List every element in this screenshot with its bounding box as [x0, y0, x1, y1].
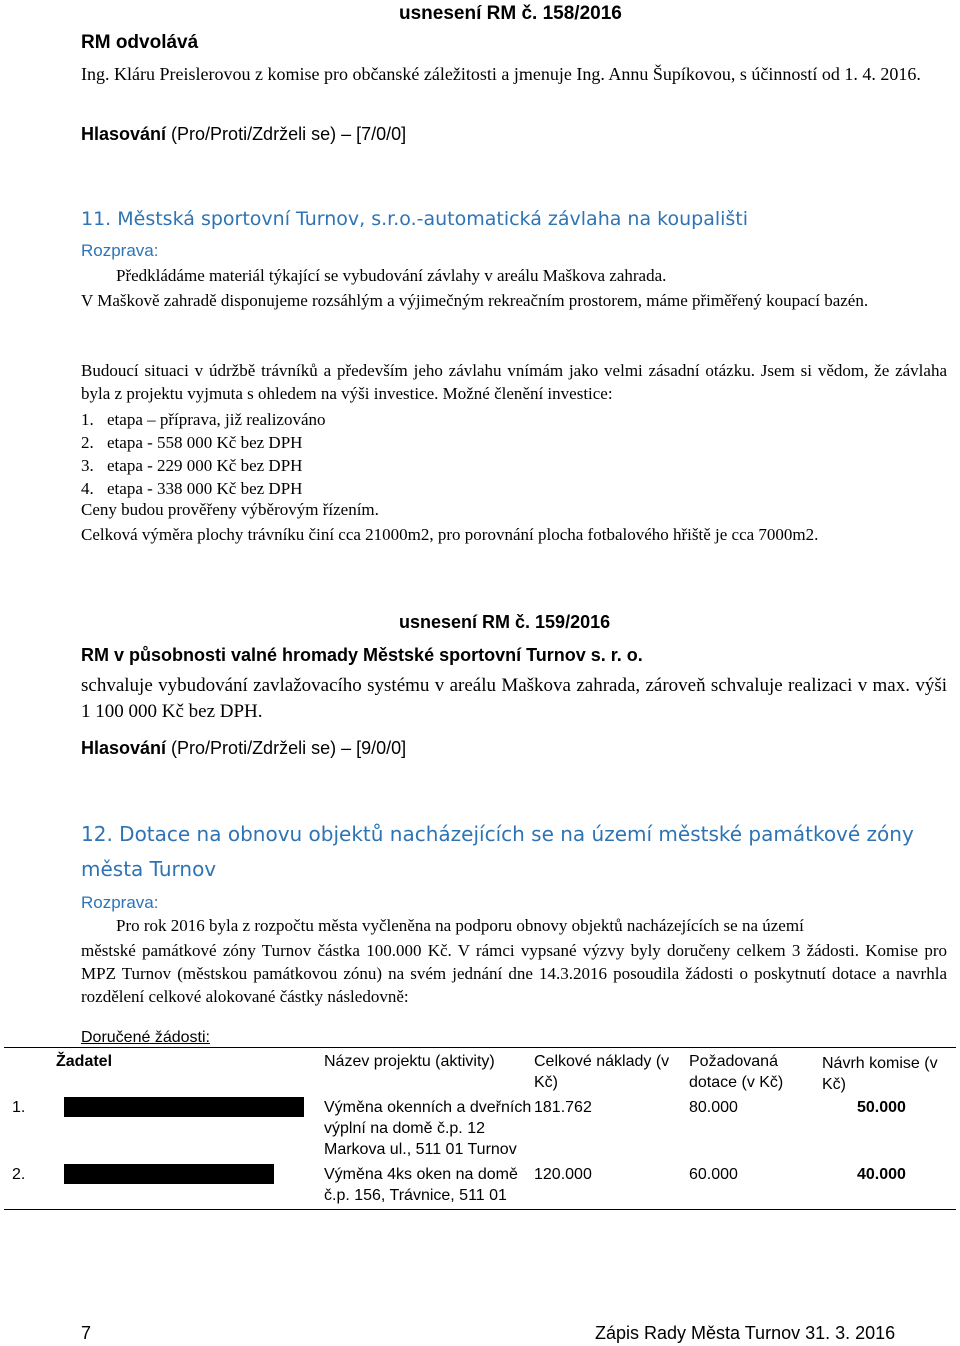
paragraph: Budoucí situaci v údržbě trávníků a především jeho závlahu vnímám jako velmi zásadní otázku. Jsem si vědom, že závlaha byla z projektu vyjmuta s ohledem na výši investice. Možné členění investice: — [81, 361, 947, 403]
applicant-redacted — [56, 1095, 324, 1162]
table-header-cell: Požadovaná dotace (v Kč) — [689, 1048, 822, 1096]
list-number: 2. — [81, 433, 94, 452]
paragraph: Předkládáme materiál týkající se vybudování závlahy v areálu Maškova zahrada. — [116, 266, 667, 285]
table-header-cell: Žadatel — [56, 1048, 324, 1096]
table-header-row — [4, 1048, 956, 1096]
discussion-label: Rozprava: — [81, 241, 159, 260]
list-number: 4. — [81, 479, 94, 498]
committee-proposal: 40.000 — [822, 1162, 956, 1210]
vote-result: (Pro/Proti/Zdrželi se) – [9/0/0] — [166, 738, 407, 758]
project-name: Výměna 4ks oken na domě č.p. 156, Trávnice, 511 01 — [324, 1162, 534, 1210]
list-number: 3. — [81, 456, 94, 475]
requested-amount: 80.000 — [689, 1099, 738, 1116]
section-title-12: 12. Dotace na obnovu objektů nacházejících se na území městské památkové zóny — [81, 822, 914, 846]
list-item — [81, 408, 326, 431]
requested-amount: 60.000 — [689, 1162, 822, 1210]
paragraph: Ceny budou prověřeny výběrovým řízením. — [81, 500, 379, 519]
paragraph: V Maškově zahradě disponujeme rozsáhlým a výjimečným rekreačním prostorem, máme přiměřený koupací bazén. — [81, 291, 869, 310]
project-name: Výměna okenních a dveřních výplní na domě č.p. 12 Markova ul., 511 01 Turnov — [324, 1099, 532, 1158]
applicant-redacted — [56, 1162, 324, 1210]
vote-result: (Pro/Proti/Zdrželi se) – [7/0/0] — [166, 124, 407, 144]
list-item — [81, 431, 326, 454]
received-requests-label: Doručené žádosti: — [81, 1029, 210, 1046]
list-text: etapa - 338 000 Kč bez DPH — [107, 479, 303, 498]
list-text: etapa - 229 000 Kč bez DPH — [107, 456, 303, 475]
paragraph: Celková výměra plochy trávníku činí cca 21000m2, pro porovnání plocha fotbalového hřiště je cca 7000m2. — [81, 525, 819, 544]
discussion-label: Rozprava: — [81, 893, 159, 912]
table-header-cell — [4, 1048, 56, 1096]
table-header-cell: Celkové náklady (v Kč) — [534, 1048, 689, 1096]
section-title-12-cont: města Turnov — [81, 857, 217, 881]
resolution-authority: RM v působnosti valné hromady Městské sportovní Turnov s. r. o. — [81, 645, 643, 665]
resolution-number: usnesení RM č. 159/2016 — [399, 612, 611, 632]
total-cost: 120.000 — [534, 1162, 689, 1210]
section-title-11: 11. Městská sportovní Turnov, s.r.o.-automatická závlaha na koupališti — [81, 208, 749, 230]
table-row — [4, 1095, 956, 1162]
page-number: 7 — [81, 1323, 92, 1343]
vote-label: Hlasování — [81, 124, 167, 144]
list-text: etapa - 558 000 Kč bez DPH — [107, 433, 303, 452]
grants-table — [4, 1047, 956, 1210]
paragraph: městské památkové zóny Turnov částka 100.000 Kč. V rámci vypsané výzvy byly doručeny celkem 3 žádosti. Komise pro MPZ Turnov (městskou památkovou zónu) na svém jednání dne 14.3.2016 posoudila žádosti o poskytnutí dotace a navrhla rozdělení celkové alokované částky následovně: — [81, 941, 947, 1006]
vote-label: Hlasování — [81, 738, 167, 758]
resolution-action: RM odvolává — [81, 32, 199, 53]
resolution-text: schvaluje vybudování zavlažovacího systému v areálu Maškova zahrada, zároveň schvaluje realizaci v max. výši 1 100 000 Kč bez DPH. — [81, 675, 947, 722]
resolution-number: usnesení RM č. 158/2016 — [399, 3, 622, 24]
redaction-bar — [64, 1097, 304, 1117]
list-item — [81, 454, 326, 477]
row-number: 1. — [12, 1099, 26, 1116]
row-number: 2. — [4, 1162, 56, 1210]
redaction-bar — [64, 1164, 274, 1184]
list-text: etapa – příprava, již realizováno — [107, 410, 326, 429]
document-footer: Zápis Rady Města Turnov 31. 3. 2016 — [595, 1323, 896, 1343]
resolution-text: Ing. Kláru Preislerovou z komise pro občanské záležitosti a jmenuje Ing. Annu Šupíkovou, s účinností od 1. 4. 2016. — [81, 64, 921, 84]
total-cost: 181.762 — [534, 1099, 592, 1116]
table-header-cell: Návrh komise (v Kč) — [822, 1048, 956, 1096]
list-number: 1. — [81, 410, 94, 429]
list-item — [81, 477, 326, 500]
stage-list — [81, 408, 326, 500]
vote-line — [81, 738, 406, 759]
paragraph: Pro rok 2016 byla z rozpočtu města vyčleněna na podporu obnovy objektů nacházejících se na území — [116, 916, 804, 935]
table-header-cell: Název projektu (aktivity) — [324, 1048, 534, 1096]
committee-proposal: 50.000 — [857, 1099, 906, 1116]
table-row — [4, 1162, 956, 1210]
vote-line — [81, 124, 406, 145]
